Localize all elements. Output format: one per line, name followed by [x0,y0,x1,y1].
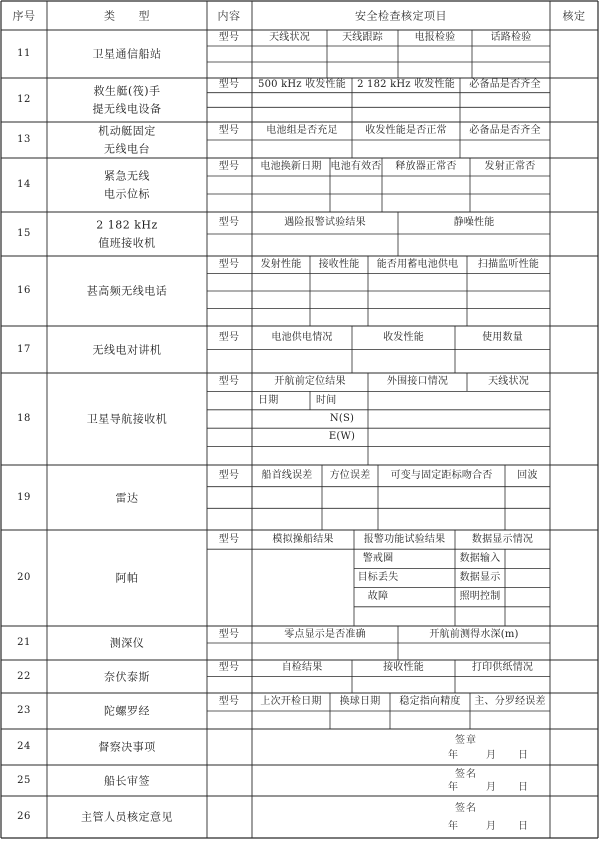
equipment-name: 督察决事项 [98,740,156,754]
check-item-label: 方位误差 [329,469,371,481]
check-item-label: 开航前测得水深(m) [429,628,519,640]
check-item-label: 2 182 kHz 收发性能 [357,79,455,91]
check-item-label: 开航前定位结果 [274,376,346,388]
date-label: 日期 [258,394,279,406]
check-item-label: 电报检验 [414,32,456,43]
check-item-label: 天线状况 [269,32,310,43]
longitude-label: E(W) [328,431,356,443]
year-label: 年 [448,781,459,793]
check-item-label: 电池有效否 [330,161,382,172]
check-item-label: 能否用蓄电池供电 [376,258,459,270]
check-item-label: 扫描监听性能 [477,258,540,270]
check-item-label: 回波 [517,469,538,481]
signature-label: 签名 [455,803,477,815]
row-number: 15 [17,228,31,239]
check-item-label: 电池组是否充足 [266,125,338,136]
row-number: 18 [17,413,31,424]
row-number: 17 [17,343,31,355]
check-item-label: 模拟操船结果 [272,533,334,545]
model-label: 型号 [218,628,240,640]
data-input-label: 数据输入 [459,552,501,564]
check-item-label: 天线状况 [488,376,529,388]
equipment-name: 甚高频无线电话 [86,284,168,298]
day-label: 日 [518,821,529,833]
row-number: 26 [17,811,31,822]
lighting-control-label: 照明控制 [459,591,501,603]
model-label: 型号 [218,79,240,91]
model-label: 型号 [218,161,240,172]
model-label: 型号 [218,533,240,545]
model-label: 型号 [218,696,240,707]
check-item-label: 使用数量 [482,331,523,343]
check-item-label: 电池换新日期 [260,161,322,172]
header-verify: 核定 [562,9,586,23]
check-item-label: 接收性能 [318,258,360,270]
year-label: 年 [448,821,459,833]
equipment-name-line2: 提无线电设备 [92,102,162,116]
check-item-label: 打印供纸情况 [471,662,534,674]
equipment-name: 奈伏泰斯 [104,670,150,683]
equipment-name-line2: 无线电台 [104,142,150,156]
check-item-label: 必备品是否齐全 [469,125,541,136]
check-item-label: 船首线误差 [261,469,313,481]
check-item-label: 可变与固定距标吻合否 [390,469,493,481]
target-lost-label: 目标丢失 [357,572,399,583]
row-number: 14 [17,179,31,190]
row-number: 13 [17,134,31,145]
row-number: 12 [17,94,31,105]
header-content: 内容 [217,9,241,23]
signature-label: 签名 [455,768,477,780]
check-item-label: 500 kHz 收发性能 [258,79,346,91]
signature-label: 签章 [455,734,477,746]
check-item-label: 稳定指向精度 [399,696,461,707]
month-label: 月 [486,821,497,833]
check-item-label: 零点显示是否准确 [284,628,366,640]
equipment-name-line1: 机动艇固定 [98,124,156,138]
fault-label: 故障 [367,591,389,603]
equipment-name-line1: 紧急无线 [104,169,150,183]
day-label: 日 [518,781,529,793]
check-item-label: 报警功能试验结果 [363,533,446,545]
equipment-name: 卫星通信船站 [92,47,162,61]
equipment-name-line2: 电示位标 [104,187,150,201]
equipment-name-line1: 2 182 kHz [96,218,158,232]
check-item-label: 接收性能 [383,662,424,674]
model-label: 型号 [218,376,240,388]
model-label: 型号 [218,331,240,343]
check-item-label: 数据显示情况 [471,533,534,545]
equipment-name-line2: 值班接收机 [98,236,156,250]
check-item-label: 发射正常否 [484,161,536,172]
check-item-label: 话路检验 [490,32,532,43]
model-label: 型号 [218,32,240,43]
month-label: 月 [486,781,497,793]
row-number: 21 [17,637,31,648]
month-label: 月 [486,749,497,761]
row-number: 24 [17,741,31,752]
equipment-name: 陀螺罗经 [104,704,150,718]
header-category: 类 型 [104,9,150,23]
check-item-label: 发射性能 [260,258,302,270]
equipment-name-line1: 救生艇(筏)手 [93,84,161,98]
check-item-label: 必备品是否齐全 [469,79,541,91]
model-label: 型号 [218,469,240,481]
check-item-label: 遇险报警试验结果 [284,217,366,228]
row-number: 25 [17,774,31,786]
check-item-label: 自检结果 [281,662,323,674]
check-item-label: 换球日期 [339,696,381,707]
row-number: 22 [17,670,31,682]
latitude-label: N(S) [329,413,355,424]
check-item-label: 释放器正常否 [395,161,457,172]
year-label: 年 [448,749,459,761]
equipment-name: 阿帕 [115,571,139,585]
check-item-label: 外围接口情况 [386,376,449,388]
check-item-label: 主、分罗经误差 [474,696,546,707]
row-number: 20 [17,572,31,583]
check-item-label: 上次开检日期 [260,696,322,707]
check-item-label: 天线跟踪 [342,32,383,43]
header-items: 安全检查核定项目 [355,9,447,23]
header-seq: 序号 [12,9,36,23]
equipment-name: 主管人员核定意见 [81,810,173,824]
model-label: 型号 [218,662,240,674]
equipment-name: 雷达 [115,491,139,504]
model-label: 型号 [218,258,240,270]
equipment-name: 船长审签 [104,774,150,787]
model-label: 型号 [218,125,240,136]
row-number: 19 [17,491,31,503]
row-number: 11 [17,48,31,59]
equipment-name: 无线电对讲机 [92,343,162,356]
check-item-label: 静噪性能 [453,217,495,228]
day-label: 日 [518,749,529,761]
equipment-name: 卫星导航接收机 [86,412,168,426]
model-label: 型号 [218,217,240,228]
check-item-label: 收发性能是否正常 [365,125,447,136]
equipment-name: 测深仪 [109,636,145,650]
data-display-label: 数据显示 [459,572,501,583]
row-number: 16 [17,285,31,296]
guard-zone-label: 警戒圈 [362,552,394,564]
row-number: 23 [17,705,31,716]
time-label: 时间 [316,394,337,406]
check-item-label: 收发性能 [383,331,424,343]
check-item-label: 电池供电情况 [271,331,333,343]
